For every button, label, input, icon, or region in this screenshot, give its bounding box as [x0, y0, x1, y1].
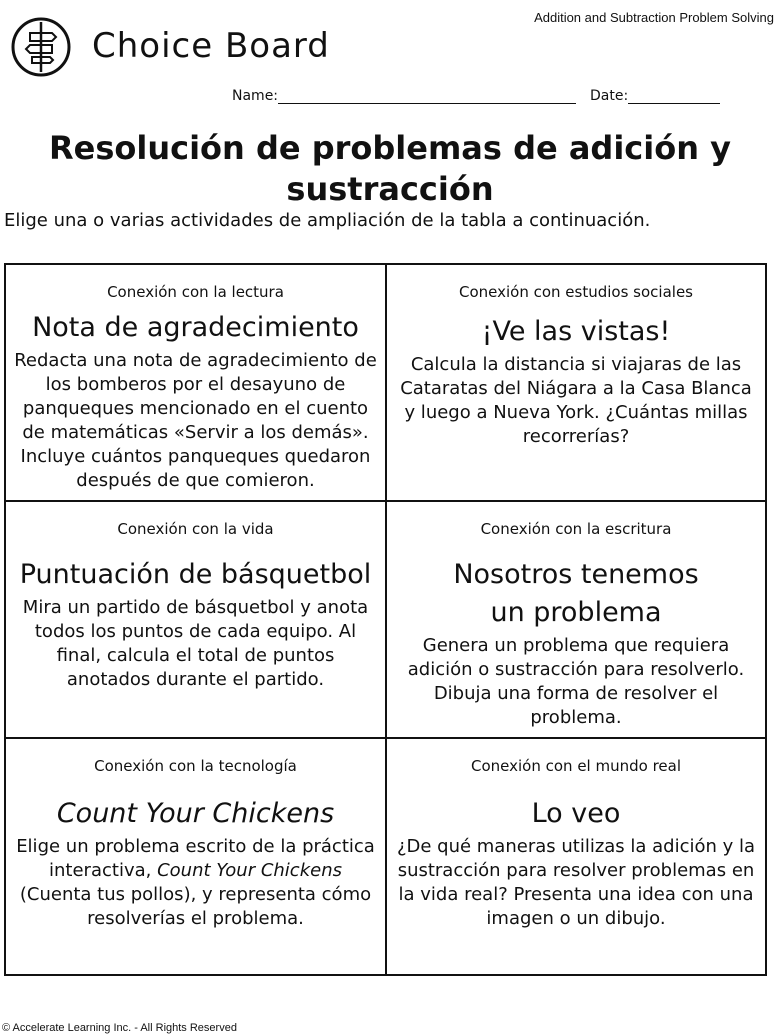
name-label: Name:: [232, 88, 279, 104]
instructions: Elige una o varias actividades de ampliación de la tabla a continuación.: [4, 210, 651, 231]
activity-title: Nosotros tenemos un problema: [453, 559, 699, 628]
activity-description: Calcula la distancia si viajaras de las Cataratas del Niágara a la Casa Blanca y luego a Nueva York. ¿Cuántas millas recorrerías?: [400, 354, 752, 447]
cell-social-studies-connection: [387, 265, 765, 502]
name-date-row: [232, 88, 732, 104]
activity-description: [14, 835, 377, 931]
connection-label: Conexión con la lectura: [107, 283, 284, 301]
connection-label: Conexión con la vida: [117, 520, 274, 538]
cell-reading-connection: [6, 265, 387, 502]
choice-board-logo-icon: [10, 16, 72, 78]
activity-title: ¡Ve las vistas!: [481, 316, 671, 347]
board-title: Choice Board: [92, 26, 330, 66]
cell-life-connection: [6, 502, 387, 739]
activity-description: Mira un partido de básquetbol y anota todos los puntos de cada equipo. Al final, calcula el total de puntos anotados durante el partido.: [22, 597, 369, 690]
date-field[interactable]: [628, 89, 720, 104]
connection-label: Conexión con la escritura: [480, 520, 672, 538]
cell-writing-connection: [387, 502, 765, 739]
description-text: (Cuenta tus pollos), y representa cómo resolverías el problema.: [19, 884, 372, 929]
description-italic: Count Your Chickens: [157, 860, 342, 881]
footer-copyright: © Accelerate Learning Inc. - All Rights Reserved: [2, 1022, 237, 1034]
activity-title: Count Your Chickens: [56, 798, 335, 829]
cell-technology-connection: [6, 739, 387, 974]
choice-board-grid: [4, 263, 767, 976]
connection-label: Conexión con el mundo real: [471, 757, 681, 775]
activity-description: ¿De qué maneras utilizas la adición y la sustracción para resolver problemas en la vida real? Presenta una idea con una imagen o un dibujo.: [396, 836, 756, 929]
name-field[interactable]: [278, 89, 576, 104]
date-label: Date:: [590, 88, 629, 104]
description-text: Elige un problema escrito de la práctica interactiva,: [16, 836, 375, 881]
activity-description: Redacta una nota de agradecimiento de los bomberos por el desayuno de panqueques mencionado en el cuento de matemáticas «Servir a los demás». Incluye cuántos panqueques quedaron después de que comieron.: [14, 350, 377, 491]
cell-real-world-connection: [387, 739, 765, 974]
page-title: Resolución de problemas de adición y sustracción: [48, 129, 731, 208]
activity-title: Lo veo: [531, 798, 621, 829]
subject-header: Addition and Subtraction Problem Solving: [534, 10, 774, 25]
connection-label: Conexión con estudios sociales: [458, 283, 693, 301]
connection-label: Conexión con la tecnología: [94, 757, 297, 775]
activity-description: Genera un problema que requiera adición o sustracción para resolverlo. Dibuja una forma de resolver el problema.: [407, 635, 745, 728]
activity-title: Nota de agradecimiento: [32, 312, 359, 343]
activity-title: Puntuación de básquetbol: [19, 559, 372, 590]
